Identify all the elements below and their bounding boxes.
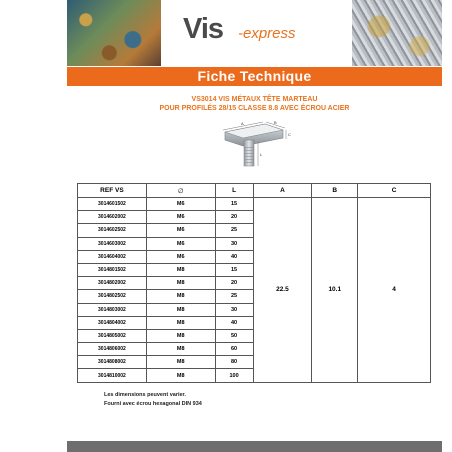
ref-cell: 3014806002	[78, 343, 147, 356]
header-length: L	[215, 184, 253, 198]
ref-cell: 3014810002	[78, 369, 147, 382]
header-b: B	[312, 184, 358, 198]
header-diameter: ∅	[146, 184, 215, 198]
product-title-line2: POUR PROFILÉS 28/15 CLASSE 8.8 AVEC ÉCROU ACIER	[159, 105, 350, 112]
diameter-cell: M8	[146, 263, 215, 276]
length-cell: 20	[215, 277, 253, 290]
ref-cell: 3014805002	[78, 329, 147, 342]
diameter-cell: M8	[146, 303, 215, 316]
length-cell: 40	[215, 316, 253, 329]
diameter-cell: M8	[146, 277, 215, 290]
header-a: A	[253, 184, 312, 198]
table-row	[78, 198, 431, 211]
tools-photo	[67, 0, 161, 66]
header-ref: REF VS	[78, 184, 147, 198]
diameter-cell: M6	[146, 237, 215, 250]
diameter-cell: M6	[146, 250, 215, 263]
notes	[104, 391, 202, 408]
dimension-label-c: C	[288, 132, 291, 137]
length-cell: 30	[215, 237, 253, 250]
note-nut: Fourni avec écrou hexagonal DIN 934	[104, 400, 202, 407]
product-title-line1: VS3014 VIS MÉTAUX TÊTE MARTEAU	[191, 96, 318, 103]
ref-cell: 3014804002	[78, 316, 147, 329]
note-dimensions: Les dimensions peuvent varier.	[104, 392, 186, 398]
logo-main: Vis	[183, 13, 224, 45]
ref-cell: 3014604002	[78, 250, 147, 263]
length-cell: 25	[215, 224, 253, 237]
logo	[161, 0, 352, 66]
length-cell: 60	[215, 343, 253, 356]
ref-cell: 3014602002	[78, 211, 147, 224]
length-cell: 20	[215, 211, 253, 224]
diameter-cell: M8	[146, 356, 215, 369]
ref-cell: 3014603002	[78, 237, 147, 250]
length-cell: 25	[215, 290, 253, 303]
ref-cell: 3014601502	[78, 198, 147, 211]
dimension-label-a: A	[241, 121, 244, 126]
diameter-cell: M8	[146, 343, 215, 356]
ref-cell: 3014808002	[78, 356, 147, 369]
b-value-cell: 10.1	[312, 198, 358, 383]
length-cell: 15	[215, 263, 253, 276]
logo-sub: -express	[238, 25, 296, 42]
header-c: C	[358, 184, 431, 198]
length-cell: 50	[215, 329, 253, 342]
diameter-cell: M6	[146, 211, 215, 224]
banner-title: Fiche Technique	[67, 67, 442, 86]
diameter-cell: M8	[146, 290, 215, 303]
dimension-label-b: B	[274, 120, 277, 125]
ref-cell: 3014803002	[78, 303, 147, 316]
diameter-cell: M8	[146, 316, 215, 329]
spec-table	[77, 183, 431, 383]
table-header-row	[78, 184, 431, 198]
dimension-label-l: L	[260, 152, 263, 157]
ref-cell: 3014801502	[78, 263, 147, 276]
technical-sheet	[67, 0, 442, 452]
diameter-cell: M6	[146, 224, 215, 237]
diameter-cell: M8	[146, 369, 215, 382]
screws-photo	[352, 0, 442, 66]
footer-bar	[67, 441, 442, 452]
length-cell: 30	[215, 303, 253, 316]
hammer-head-bolt-drawing	[203, 118, 313, 172]
length-cell: 15	[215, 198, 253, 211]
diameter-cell: M6	[146, 198, 215, 211]
a-value-cell: 22.5	[253, 198, 312, 383]
ref-cell: 3014602502	[78, 224, 147, 237]
c-value-cell: 4	[358, 198, 431, 383]
ref-cell: 3014802502	[78, 290, 147, 303]
diameter-cell: M8	[146, 329, 215, 342]
length-cell: 80	[215, 356, 253, 369]
length-cell: 100	[215, 369, 253, 382]
product-title	[67, 95, 442, 113]
ref-cell: 3014802002	[78, 277, 147, 290]
header	[67, 0, 442, 66]
length-cell: 40	[215, 250, 253, 263]
